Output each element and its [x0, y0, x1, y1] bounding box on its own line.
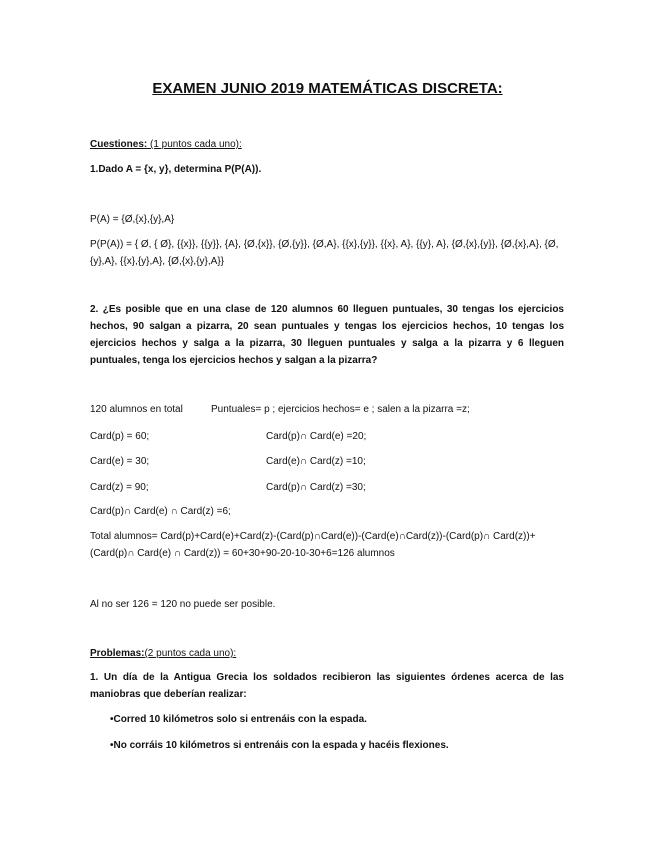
- question-1: 1.Dado A = {x, y}, determina P(P(A)).: [90, 164, 262, 175]
- bullet-text: No corráis 10 kilómetros si entrenáis con la espada y hacéis flexiones.: [113, 740, 449, 751]
- problem-1: 1. Un día de la Antigua Grecia los soldados recibieron las siguientes órdenes acerca de las maniobras que deberían realizar:: [90, 672, 564, 700]
- card-p: Card(p) = 60;: [90, 431, 150, 442]
- variables-line: Puntuales= p ; ejercicios hechos= e ; salen a la pizarra =z;: [211, 404, 470, 415]
- total-students-line: 120 alumnos en total: [90, 404, 183, 415]
- bullet-item: [110, 714, 367, 725]
- card-p-e-z: Card(p)∩ Card(e) ∩ Card(z) =6;: [90, 506, 231, 517]
- card-z: Card(z) = 90;: [90, 482, 149, 493]
- question-2: 2. ¿Es posible que en una clase de 120 alumnos 60 lleguen puntuales, 30 tengas los ejercicios hechos, 90 salgan a pizarra, 20 sean puntuales y tengas los ejercicios hechos, 10 tengas los ejercicios hechos y salga a la pizarra, 30 lleguen puntuales y salga a la pizarra y 6 lleguen puntuales, tenga los ejercicios hechos y salgan a la pizarra?: [90, 304, 564, 366]
- card-e: Card(e) = 30;: [90, 456, 150, 467]
- cuestiones-heading: [90, 139, 242, 150]
- card-p-z: Card(p)∩ Card(z) =30;: [266, 482, 366, 493]
- total-formula: Total alumnos= Card(p)+Card(e)+Card(z)-(Card(p)∩Card(e))-(Card(e)∩Card(z))-(Card(p)∩ Card(z))+(Card(p)∩ Card(e) ∩ Card(z)) = 60+30+90-20-10-30+6=126 alumnos: [90, 531, 536, 559]
- cuestiones-heading-label: Cuestiones:: [90, 139, 148, 150]
- bullet-icon: •: [110, 740, 114, 751]
- problemas-heading-note: (2 puntos cada uno):: [144, 648, 237, 659]
- bullet-icon: •: [110, 714, 114, 725]
- conclusion: Al no ser 126 = 120 no puede ser posible.: [90, 599, 276, 610]
- ppa-answer: P(P(A)) = { Ø, { Ø}, {{x}}, {{y}}, {A}, {Ø,{x}}, {Ø,{y}}, {Ø,A}, {{x},{y}}, {{x}, A}, {{y}, A}, {Ø,{x},{y}}, {Ø,{x},A}, {Ø,{y},A}, {{x},{y},A}, {Ø,{x},{y},A}}: [90, 239, 559, 267]
- problemas-heading: [90, 648, 236, 659]
- bullet-text: Corred 10 kilómetros solo si entrenáis con la espada.: [113, 714, 367, 725]
- card-e-z: Card(e)∩ Card(z) =10;: [266, 456, 366, 467]
- page-title: EXAMEN JUNIO 2019 MATEMÁTICAS DISCRETA:: [152, 80, 503, 97]
- cuestiones-heading-note: (1 puntos cada uno):: [147, 139, 242, 150]
- pa-answer: P(A) = {Ø,{x},{y},A}: [90, 214, 175, 225]
- problemas-heading-label: Problemas:: [90, 648, 145, 659]
- bullet-item: [110, 740, 449, 751]
- card-p-e: Card(p)∩ Card(e) =20;: [266, 431, 367, 442]
